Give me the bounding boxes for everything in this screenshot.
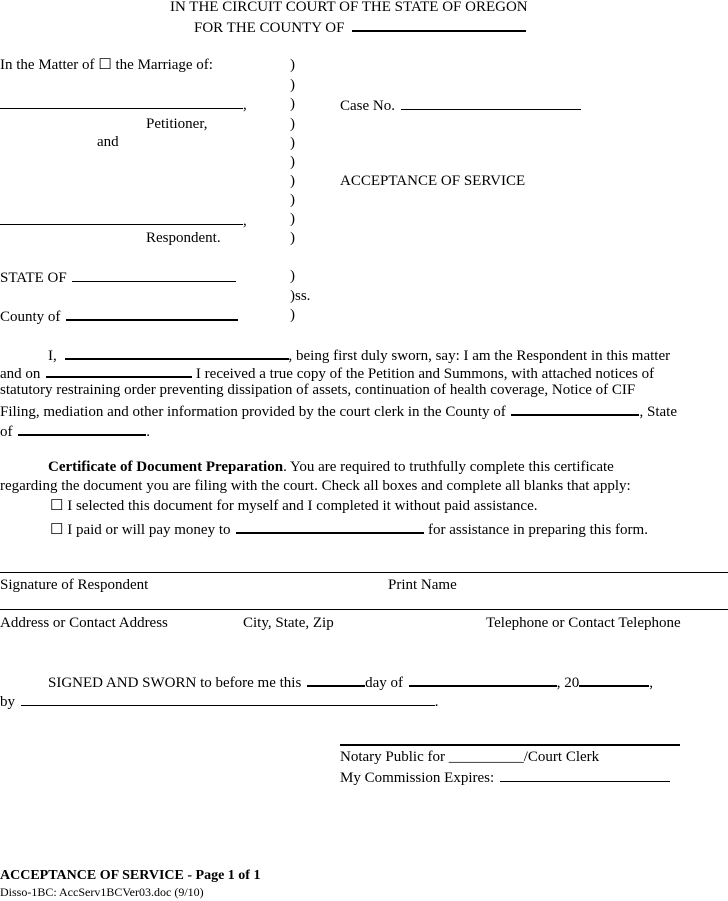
year-prefix: , 20: [556, 675, 580, 691]
county-of-label: County of: [0, 309, 61, 325]
year-comma: ,: [649, 675, 653, 691]
petitioner-comma: ,: [243, 97, 247, 113]
caption-paren: ): [290, 96, 295, 112]
caption-paren: ): [290, 173, 295, 189]
caption-paren: ): [290, 77, 295, 93]
option-2-checkbox[interactable]: ☐: [50, 522, 64, 538]
respondent-label: Respondent.: [146, 230, 221, 246]
caption-paren: ): [290, 135, 295, 151]
ss-label: )ss.: [290, 288, 311, 304]
affiant-name-blank[interactable]: [65, 344, 289, 360]
sworn-by-blank[interactable]: [21, 691, 435, 706]
paid-assistance-blank[interactable]: [236, 518, 424, 534]
county-line: [194, 16, 526, 37]
option-2-label: I paid or will pay money to: [67, 522, 231, 538]
certificate-line-2: regarding the document you are filing with the court. Check all boxes and complete all blanks that apply:: [0, 478, 631, 494]
affidavit-line-5: [0, 420, 150, 441]
option-1-label: I selected this document for myself and I completed it without paid assistance.: [67, 498, 538, 514]
of-label: of: [0, 424, 13, 440]
affidavit-text-1: , being first duly sworn, say: I am the Respondent in this matter: [288, 348, 671, 364]
caption-paren: ): [290, 154, 295, 170]
clerk-county-blank[interactable]: [511, 400, 639, 416]
caption-paren: ): [290, 192, 295, 208]
by-period: .: [434, 694, 439, 710]
signature-label: Signature of Respondent: [0, 577, 149, 593]
matter-line: [0, 56, 213, 74]
affidavit-line-2: [0, 362, 654, 383]
case-no-blank[interactable]: [401, 95, 581, 110]
matter-suffix: the Marriage of:: [115, 57, 213, 73]
option-2-suffix: for assistance in preparing this form.: [428, 522, 648, 538]
commission-blank[interactable]: [500, 767, 670, 782]
venue-paren: ): [290, 307, 295, 323]
petitioner-label: Petitioner,: [146, 116, 208, 132]
county-label: FOR THE COUNTY OF: [194, 20, 345, 36]
print-name-label: Print Name: [388, 577, 457, 593]
of-period: .: [146, 424, 150, 440]
county-of-line: [0, 305, 238, 326]
document-title: ACCEPTANCE OF SERVICE: [340, 173, 526, 189]
and-on-label: and on: [0, 366, 41, 382]
caption-paren: ): [290, 211, 295, 227]
affidavit-text-2: I received a true copy of the Petition and Summons, with attached notices of: [195, 366, 655, 382]
affidavit-text-4: Filing, mediation and other information provided by the court clerk in the County of: [0, 404, 506, 420]
petitioner-blank[interactable]: [0, 94, 243, 109]
venue-paren: ): [290, 268, 295, 284]
notary-signature-rule: [340, 744, 680, 746]
respondent-name-line: [0, 210, 247, 230]
matter-prefix: In the Matter of: [0, 57, 95, 73]
by-label: by: [0, 694, 15, 710]
state-suffix: , State: [639, 404, 677, 420]
caption-paren: ): [290, 57, 295, 73]
sworn-line: [48, 671, 653, 692]
marriage-checkbox[interactable]: ☐: [98, 57, 112, 73]
day-of-label: day of: [365, 675, 403, 691]
by-line: [0, 691, 439, 711]
state-of-line: [0, 267, 236, 287]
sworn-year-blank[interactable]: [579, 671, 649, 687]
signature-rule: [0, 572, 728, 573]
affiant-i: I,: [48, 348, 57, 364]
county-of-blank[interactable]: [66, 305, 238, 321]
city-state-zip-label: City, State, Zip: [243, 615, 334, 631]
petitioner-name-line: [0, 94, 247, 114]
county-blank[interactable]: [352, 16, 526, 32]
commission-label: My Commission Expires:: [340, 770, 495, 786]
case-no-line: [340, 95, 581, 115]
court-title: IN THE CIRCUIT COURT OF THE STATE OF OREGON: [170, 0, 528, 15]
and-label: and: [97, 134, 119, 150]
address-rule: [0, 609, 728, 610]
service-date-blank[interactable]: [46, 362, 192, 378]
option-2: [50, 518, 648, 539]
caption-paren: ): [290, 116, 295, 132]
option-1: [50, 497, 538, 515]
respondent-blank[interactable]: [0, 210, 243, 225]
sworn-month-blank[interactable]: [409, 671, 557, 687]
case-no-label: Case No.: [340, 98, 395, 114]
respondent-comma: ,: [243, 213, 247, 229]
notary-public-label: Notary Public for __________/Court Clerk: [340, 749, 600, 765]
certificate-heading: Certificate of Document Preparation: [48, 459, 284, 475]
footer-title: ACCEPTANCE OF SERVICE - Page 1 of 1: [0, 868, 261, 883]
sworn-label: SIGNED AND SWORN to before me this: [48, 675, 302, 691]
commission-line: [340, 767, 670, 787]
address-label: Address or Contact Address: [0, 615, 168, 631]
state-of-blank[interactable]: [72, 267, 236, 282]
affidavit-line-3: statutory restraining order preventing dissipation of assets, continuation of health coverage, Notice of CIF: [0, 382, 636, 398]
state-of-label: STATE OF: [0, 270, 67, 286]
telephone-label: Telephone or Contact Telephone: [486, 615, 681, 631]
affidavit-line-4: [0, 400, 677, 421]
certificate-line-1: [48, 458, 614, 476]
option-1-checkbox[interactable]: ☐: [50, 498, 64, 514]
footer-file: Disso-1BC: AccServ1BCVer03.doc (9/10): [0, 885, 204, 899]
caption-paren: ): [290, 230, 295, 246]
certificate-text-1: . You are required to truthfully complete this certificate: [283, 459, 614, 475]
clerk-state-blank[interactable]: [18, 420, 146, 436]
sworn-day-blank[interactable]: [307, 671, 365, 687]
